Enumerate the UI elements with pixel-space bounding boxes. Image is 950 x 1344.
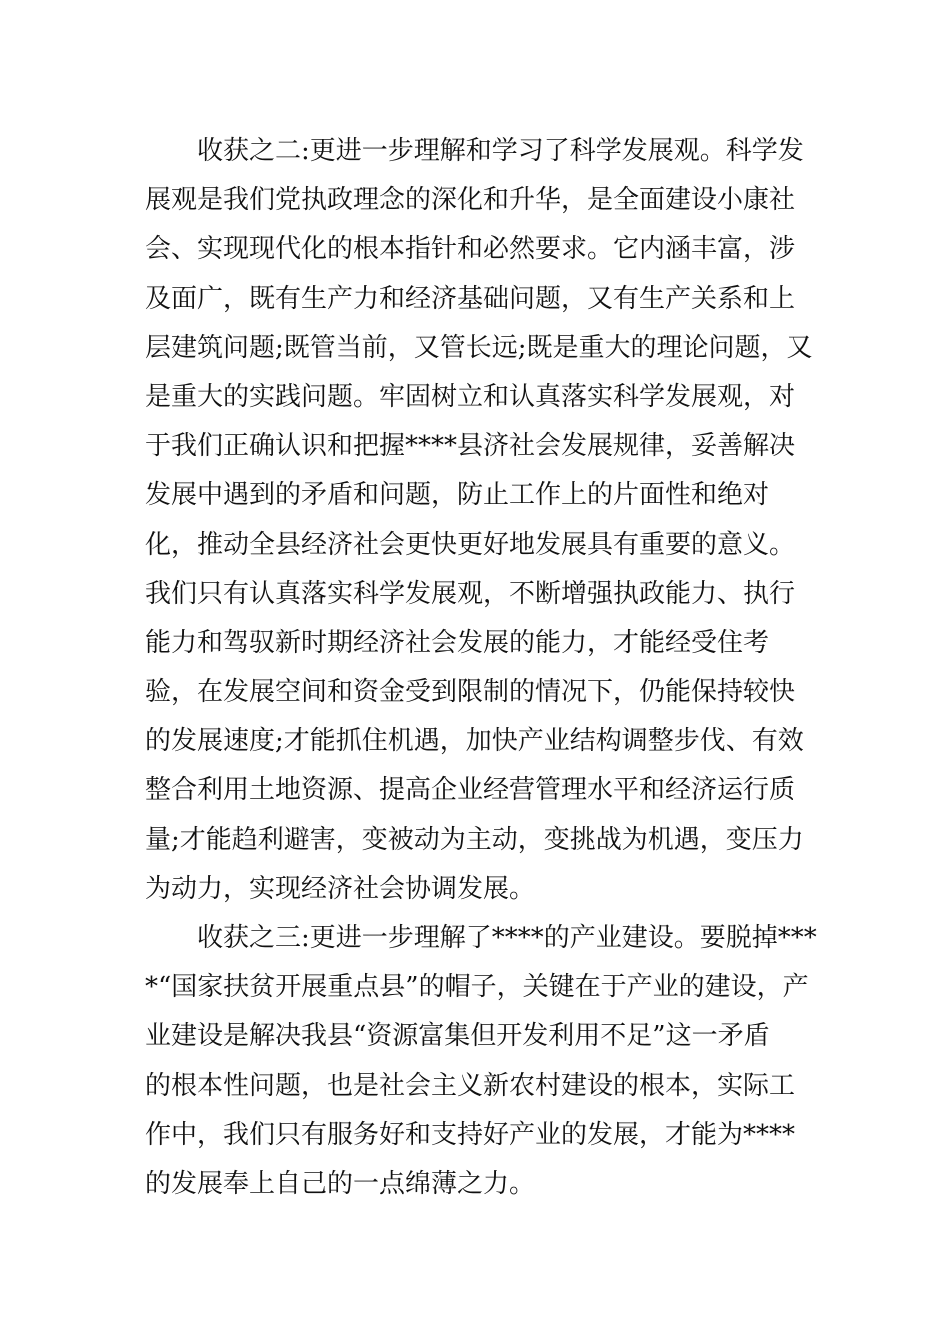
text-line: 发展中遇到的矛盾和问题，防止工作上的片面性和绝对	[145, 480, 770, 511]
text-line: 为动力，实现经济社会协调发展。	[145, 873, 536, 904]
text-line: 化，推动全县经济社会更快更好地发展具有重要的意义。	[145, 529, 796, 560]
text-line: *“国家扶贫开展重点县”的帽子，关键在于产业的建设，产	[145, 972, 809, 1003]
text-line: 能力和驾驭新时期经济社会发展的能力，才能经受住考	[145, 627, 770, 658]
text-line: 及面广，既有生产力和经济基础问题，又有生产关系和上	[145, 283, 796, 314]
text-line: 是重大的实践问题。牢固树立和认真落实科学发展观，对	[145, 381, 796, 412]
text-line: 层建筑问题;既管当前，又管长远;既是重大的理论问题，又	[145, 332, 813, 363]
text-line: 的发展奉上自己的一点绵薄之力。	[145, 1168, 536, 1199]
text-line: 我们只有认真落实科学发展观，不断增强执政能力、执行	[145, 578, 796, 609]
paragraph-harvest-two	[145, 127, 813, 914]
paragraph-harvest-three	[145, 914, 817, 1209]
text-line: 的根本性问题，也是社会主义新农村建设的根本，实际工	[145, 1070, 796, 1101]
text-line: 于我们正确认识和把握****县济社会发展规律，妥善解决	[145, 431, 796, 462]
text-line: 整合利用土地资源、提高企业经营管理水平和经济运行质	[145, 775, 796, 806]
text-line: 验，在发展空间和资金受到限制的情况下，仍能保持较快	[145, 677, 796, 708]
text-line: 收获之二:更进一步理解和学习了科学发展观。科学发	[197, 136, 804, 166]
text-line: 量;才能趋利避害，变被动为主动，变挑战为机遇，变压力	[145, 824, 804, 855]
text-line: 作中，我们只有服务好和支持好产业的发展，才能为****	[145, 1119, 796, 1150]
text-line: 会、实现现代化的根本指针和必然要求。它内涵丰富，涉	[145, 234, 796, 265]
document-body	[145, 127, 817, 1209]
text-line: 的发展速度;才能抓住机遇，加快产业结构调整步伐、有效	[145, 726, 804, 757]
text-line: 收获之三:更进一步理解了****的产业建设。要脱掉***	[197, 923, 817, 953]
text-line: 展观是我们党执政理念的深化和升华，是全面建设小康社	[145, 185, 796, 216]
text-line: 业建设是解决我县“资源富集但开发利用不足”这一矛盾	[145, 1021, 770, 1052]
